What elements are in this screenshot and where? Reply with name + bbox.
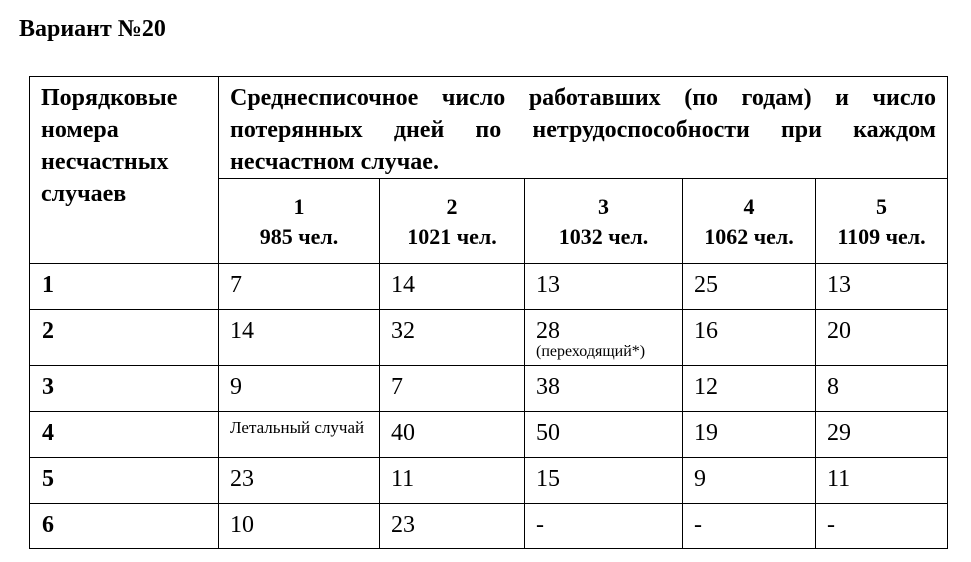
page-title: Вариант №20 xyxy=(19,16,166,42)
row-number: 3 xyxy=(30,366,219,412)
cell-value: 19 xyxy=(694,420,718,446)
cell-value: 29 xyxy=(827,420,851,446)
table-cell xyxy=(219,504,380,549)
cell-value: 10 xyxy=(230,512,254,538)
cell-value: Летальный случай xyxy=(230,418,365,437)
table-cell xyxy=(683,412,816,458)
row-number: 4 xyxy=(30,412,219,458)
table-cell xyxy=(219,458,380,504)
table-row xyxy=(30,264,948,310)
row-number: 6 xyxy=(30,504,219,549)
cell-value: 16 xyxy=(694,318,718,344)
table-cell xyxy=(380,412,525,458)
cell-value: 8 xyxy=(827,374,839,400)
column-header xyxy=(219,179,380,264)
table-cell xyxy=(683,366,816,412)
table-cell xyxy=(380,458,525,504)
cell-value: 7 xyxy=(391,374,403,400)
column-header xyxy=(380,179,525,264)
accident-table xyxy=(29,76,948,549)
cell-value: 40 xyxy=(391,420,415,446)
table-cell xyxy=(525,264,683,310)
table-row xyxy=(30,310,948,366)
cell-value: 20 xyxy=(827,318,851,344)
column-workers: 1021 чел. xyxy=(407,224,497,249)
cell-value: 14 xyxy=(391,272,415,298)
column-number: 4 xyxy=(743,194,755,219)
table-cell xyxy=(525,504,683,549)
cell-value: 12 xyxy=(694,374,718,400)
table-row xyxy=(30,412,948,458)
cell-note: (переходящий*) xyxy=(536,343,646,360)
cell-value: 15 xyxy=(536,466,560,492)
row-header-text: Порядковые номера несчастных случаев xyxy=(41,85,178,207)
cell-value: 11 xyxy=(391,466,415,492)
cell-value: 14 xyxy=(230,318,254,344)
cell-value: 13 xyxy=(827,272,851,298)
table-cell xyxy=(816,366,948,412)
cell-value: 28 xyxy=(536,318,560,344)
cell-value: 9 xyxy=(230,374,242,400)
column-workers: 1032 чел. xyxy=(558,224,649,249)
cell-value: - xyxy=(827,512,835,538)
table-row xyxy=(30,504,948,549)
table-cell xyxy=(683,264,816,310)
table-cell xyxy=(816,264,948,310)
table-cell xyxy=(525,310,683,366)
row-number: 1 xyxy=(30,264,219,310)
table-cell xyxy=(525,458,683,504)
column-header xyxy=(816,179,948,264)
column-number: 1 xyxy=(293,194,305,219)
row-number: 5 xyxy=(30,458,219,504)
cell-value: 25 xyxy=(694,272,718,298)
cell-value: 23 xyxy=(230,466,254,492)
column-workers: 1062 чел. xyxy=(704,224,794,249)
row-number: 2 xyxy=(30,310,219,366)
column-workers: 985 чел. xyxy=(259,224,339,249)
cell-value: 50 xyxy=(536,420,560,446)
column-number: 2 xyxy=(446,194,458,219)
column-number: 5 xyxy=(876,194,887,219)
column-workers: 1109 чел. xyxy=(837,224,926,249)
table-cell xyxy=(219,310,380,366)
table-cell xyxy=(683,458,816,504)
cell-value: 7 xyxy=(230,272,242,298)
table-cell xyxy=(683,310,816,366)
table-cell xyxy=(219,366,380,412)
cell-value: 23 xyxy=(391,512,415,538)
table-cell xyxy=(683,504,816,549)
table-cell xyxy=(816,458,948,504)
table-cell xyxy=(380,264,525,310)
table-caption-cell xyxy=(219,77,948,179)
column-header xyxy=(525,179,683,264)
table-cell xyxy=(380,504,525,549)
cell-value: 9 xyxy=(694,466,706,492)
table-cell xyxy=(816,412,948,458)
table-cell xyxy=(380,366,525,412)
column-number: 3 xyxy=(598,194,609,219)
cell-value: - xyxy=(536,512,544,538)
table-caption: Среднесписочное число работавших (по годам) и число потерянных дней по нетрудоспособности при каждом несчастном случае. xyxy=(230,85,937,175)
row-header-cell xyxy=(30,77,219,264)
cell-value: 38 xyxy=(536,374,560,400)
table-cell xyxy=(816,310,948,366)
table-cell xyxy=(525,366,683,412)
cell-value: 11 xyxy=(827,466,851,492)
cell-value: - xyxy=(694,512,702,538)
column-header xyxy=(683,179,816,264)
cell-value: 32 xyxy=(391,318,415,344)
table-cell xyxy=(219,412,380,458)
table-cell xyxy=(380,310,525,366)
cell-value: 13 xyxy=(536,272,560,298)
table-row xyxy=(30,458,948,504)
table-cell xyxy=(525,412,683,458)
table-cell xyxy=(219,264,380,310)
table-row xyxy=(30,366,948,412)
table-cell xyxy=(816,504,948,549)
